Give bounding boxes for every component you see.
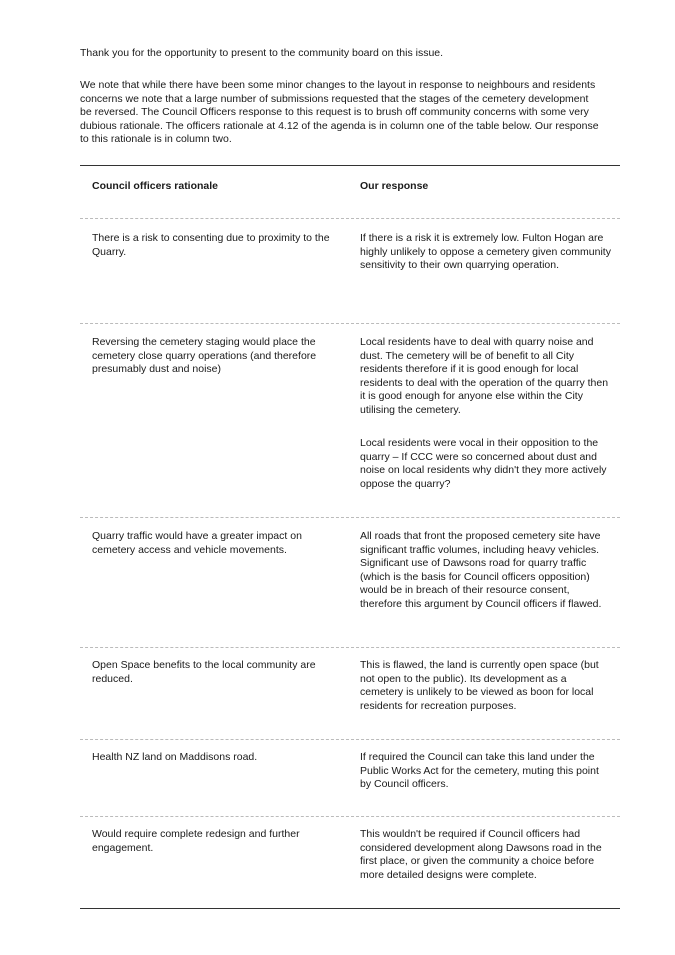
row-5-response: If required the Council can take this land under the Public Works Act for the cemetery, muting this point by Council officers. xyxy=(360,751,599,791)
row-3-rationale: Quarry traffic would have a greater impact on cemetery access and vehicle movements. xyxy=(92,530,302,556)
row-2-response-b: Local residents were vocal in their opposition to the quarry – If CCC were so concerned about dust and noise on local residents why didn't they more actively oppose the quarry? xyxy=(360,437,607,490)
row-5-rationale: Health NZ land on Maddisons road. xyxy=(92,751,258,763)
row-1-rationale: There is a risk to consenting due to proximity to the Quarry. xyxy=(92,232,330,258)
header-response: Our response xyxy=(360,180,429,192)
row-divider xyxy=(80,517,620,518)
intro-paragraph-1: Thank you for the opportunity to present to the community board on this issue. xyxy=(80,47,444,59)
row-2-rationale: Reversing the cemetery staging would place the cemetery close quarry operations (and therefore presumably dust and noise) xyxy=(92,336,317,376)
table-bottom-rule xyxy=(80,908,620,909)
header-rationale: Council officers rationale xyxy=(92,180,219,192)
row-4-rationale: Open Space benefits to the local community are reduced. xyxy=(92,659,316,685)
table-top-rule xyxy=(80,165,620,166)
row-divider xyxy=(80,647,620,648)
row-2-response-a: Local residents have to deal with quarry noise and dust. The cemetery will be of benefit to all City residents therefore if it is good enough for local residents to deal with the operation of the quarry then it is good enough for anyone else within the City utilising the cemetery. xyxy=(360,336,609,416)
row-4-response: This is flawed, the land is currently open space (but not open to the public). Its development as a cemetery is unlikely to be viewed as boon for local residents for recreation purposes. xyxy=(360,659,599,712)
row-1-response: If there is a risk it is extremely low. Fulton Hogan are highly unlikely to oppose a cemetery given community sensitivity to their own quarrying operation. xyxy=(360,232,611,272)
row-divider xyxy=(80,218,620,219)
row-divider xyxy=(80,323,620,324)
row-3-response: All roads that front the proposed cemetery site have significant traffic volumes, including heavy vehicles. Significant use of Dawsons road for quarry traffic (which is the basis for Council officers opposition) would be in breach of their resource consent, therefore this argument by Council officers if flawed. xyxy=(360,530,602,610)
intro-paragraph-2: We note that while there have been some minor changes to the layout in response to neighbours and residents concerns we note that a large number of submissions requested that the stages of the cemetery development be reversed. The Council Officers response to this request is to brush off community concerns with some very dubious rationale. The officers rationale at 4.12 of the agenda is in column one of the table below. Our response to this rationale is in column two. xyxy=(80,79,599,146)
row-divider xyxy=(80,816,620,817)
row-6-rationale: Would require complete redesign and further engagement. xyxy=(92,828,300,854)
row-divider xyxy=(80,739,620,740)
row-6-response: This wouldn't be required if Council officers had considered development along Dawsons road in the first place, or given the community a choice before more detailed designs were complete. xyxy=(360,828,602,881)
